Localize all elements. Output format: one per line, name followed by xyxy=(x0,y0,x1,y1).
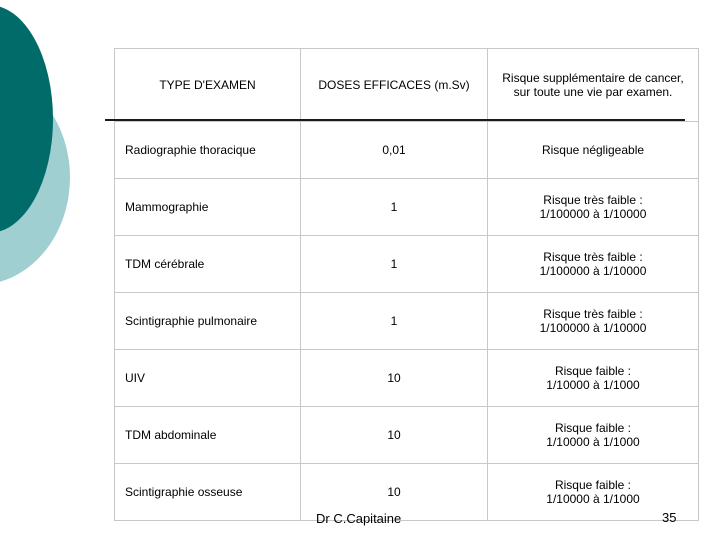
radiation-dose-table xyxy=(114,48,684,510)
header-divider-line xyxy=(105,119,685,121)
table-row xyxy=(115,293,699,350)
dose-cell: 10 xyxy=(301,407,488,464)
dose-cell: 1 xyxy=(301,236,488,293)
risk-cell xyxy=(488,179,699,236)
exam-cell: Scintigraphie pulmonaire xyxy=(115,293,301,350)
risk-range: 1/10000 à 1/1000 xyxy=(546,492,640,506)
header-cancer-risk: Risque supplémentaire de cancer, sur toute une vie par examen. xyxy=(488,49,699,122)
risk-label: Risque très faible : xyxy=(543,307,643,321)
table-row xyxy=(115,236,699,293)
dose-cell: 1 xyxy=(301,293,488,350)
risk-range: 1/10000 à 1/1000 xyxy=(546,435,640,449)
footer-author: Dr C.Capitaine xyxy=(316,511,402,526)
table-header-row xyxy=(115,49,699,122)
risk-label: Risque très faible : xyxy=(543,250,643,264)
risk-label: Risque très faible : xyxy=(543,193,643,207)
risk-range: 1/100000 à 1/10000 xyxy=(539,207,647,221)
dose-cell: 1 xyxy=(301,179,488,236)
risk-cell xyxy=(488,350,699,407)
risk-label: Risque faible : xyxy=(554,364,632,378)
risk-label: Risque négligeable xyxy=(541,143,645,157)
exam-cell: UIV xyxy=(115,350,301,407)
risk-cell xyxy=(488,293,699,350)
exam-cell: Scintigraphie osseuse xyxy=(115,464,301,521)
dose-cell: 10 xyxy=(301,464,488,521)
exam-cell: TDM cérébrale xyxy=(115,236,301,293)
risk-cell xyxy=(488,236,699,293)
risk-label: Risque faible : xyxy=(554,421,632,435)
risk-cell xyxy=(488,407,699,464)
table-row xyxy=(115,350,699,407)
risk-cell xyxy=(488,122,699,179)
dose-cell: 0,01 xyxy=(301,122,488,179)
header-exam-type: TYPE D'EXAMEN xyxy=(115,49,301,122)
table-row xyxy=(115,464,699,521)
exam-cell: Mammographie xyxy=(115,179,301,236)
exam-cell: Radiographie thoracique xyxy=(115,122,301,179)
table-row xyxy=(115,179,699,236)
table-row xyxy=(115,122,699,179)
table-row xyxy=(115,407,699,464)
risk-range: 1/100000 à 1/10000 xyxy=(539,321,647,335)
dose-cell: 10 xyxy=(301,350,488,407)
header-effective-dose: DOSES EFFICACES (m.Sv) xyxy=(301,49,488,122)
risk-label: Risque faible : xyxy=(554,478,632,492)
exam-cell: TDM abdominale xyxy=(115,407,301,464)
risk-range: 1/10000 à 1/1000 xyxy=(546,378,640,392)
risk-range: 1/100000 à 1/10000 xyxy=(539,264,647,278)
slide-number: 35 xyxy=(662,510,677,525)
